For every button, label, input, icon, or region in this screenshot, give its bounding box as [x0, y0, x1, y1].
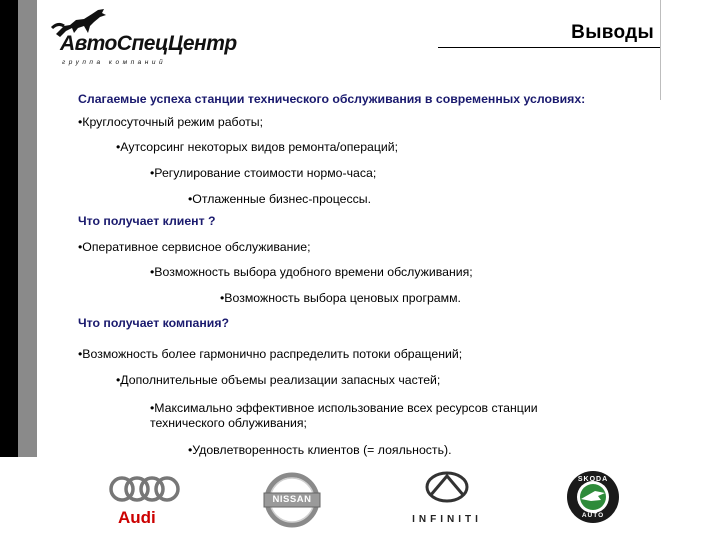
page-title: Выводы [571, 22, 654, 43]
infiniti-wordmark: INFINITI [412, 514, 482, 525]
list-item: •Аутсорсинг некоторых видов ремонта/операций; [116, 140, 399, 154]
list-item: •Регулирование стоимости нормо-часа; [150, 166, 377, 180]
list-item: •Максимально эффективное использование всех ресурсов станции технического облуживания; [150, 401, 538, 430]
logo-name: АвтоСпецЦентр [60, 32, 237, 55]
section-heading-company: Что получает компания? [78, 316, 230, 330]
list-item: •Возможность выбора удобного времени обслуживания; [150, 265, 473, 279]
list-item: •Круглосуточный режим работы; [78, 115, 264, 129]
infiniti-emblem-icon [402, 470, 492, 508]
list-item: •Удовлетворенность клиентов (= лояльность). [188, 443, 452, 457]
list-item: •Отлаженные бизнес-процессы. [188, 192, 372, 206]
skoda-sub-wordmark: AUTO [581, 512, 605, 519]
skoda-logo [565, 466, 621, 528]
audi-rings-icon [108, 472, 180, 506]
infiniti-logo [402, 470, 492, 530]
list-item: •Возможность более гармонично распределить потоки обращений; [78, 347, 463, 361]
brand-logos-row [0, 458, 720, 540]
section-heading-client: Что получает клиент ? [78, 214, 216, 228]
section-heading-success: Слагаемые успеха станции технического обслуживания в современных условиях: [78, 92, 586, 106]
list-item: •Возможность выбора ценовых программ. [220, 291, 461, 305]
company-logo [48, 8, 258, 68]
nissan-wordmark: NISSAN [272, 494, 312, 505]
audi-logo [108, 472, 180, 532]
title-underline [438, 47, 660, 48]
list-item: •Оперативное сервисное обслуживание; [78, 240, 311, 254]
audi-wordmark: Audi [118, 508, 156, 527]
list-item: •Дополнительные объемы реализации запасных частей; [116, 373, 441, 387]
header-vertical-divider [660, 0, 661, 100]
logo-subtitle: группа компаний [62, 59, 167, 66]
nissan-logo [262, 470, 322, 530]
skoda-wordmark: SKODA [577, 476, 609, 483]
left-accent-bar-dark [0, 0, 18, 457]
left-accent-bar-gray [18, 0, 37, 457]
